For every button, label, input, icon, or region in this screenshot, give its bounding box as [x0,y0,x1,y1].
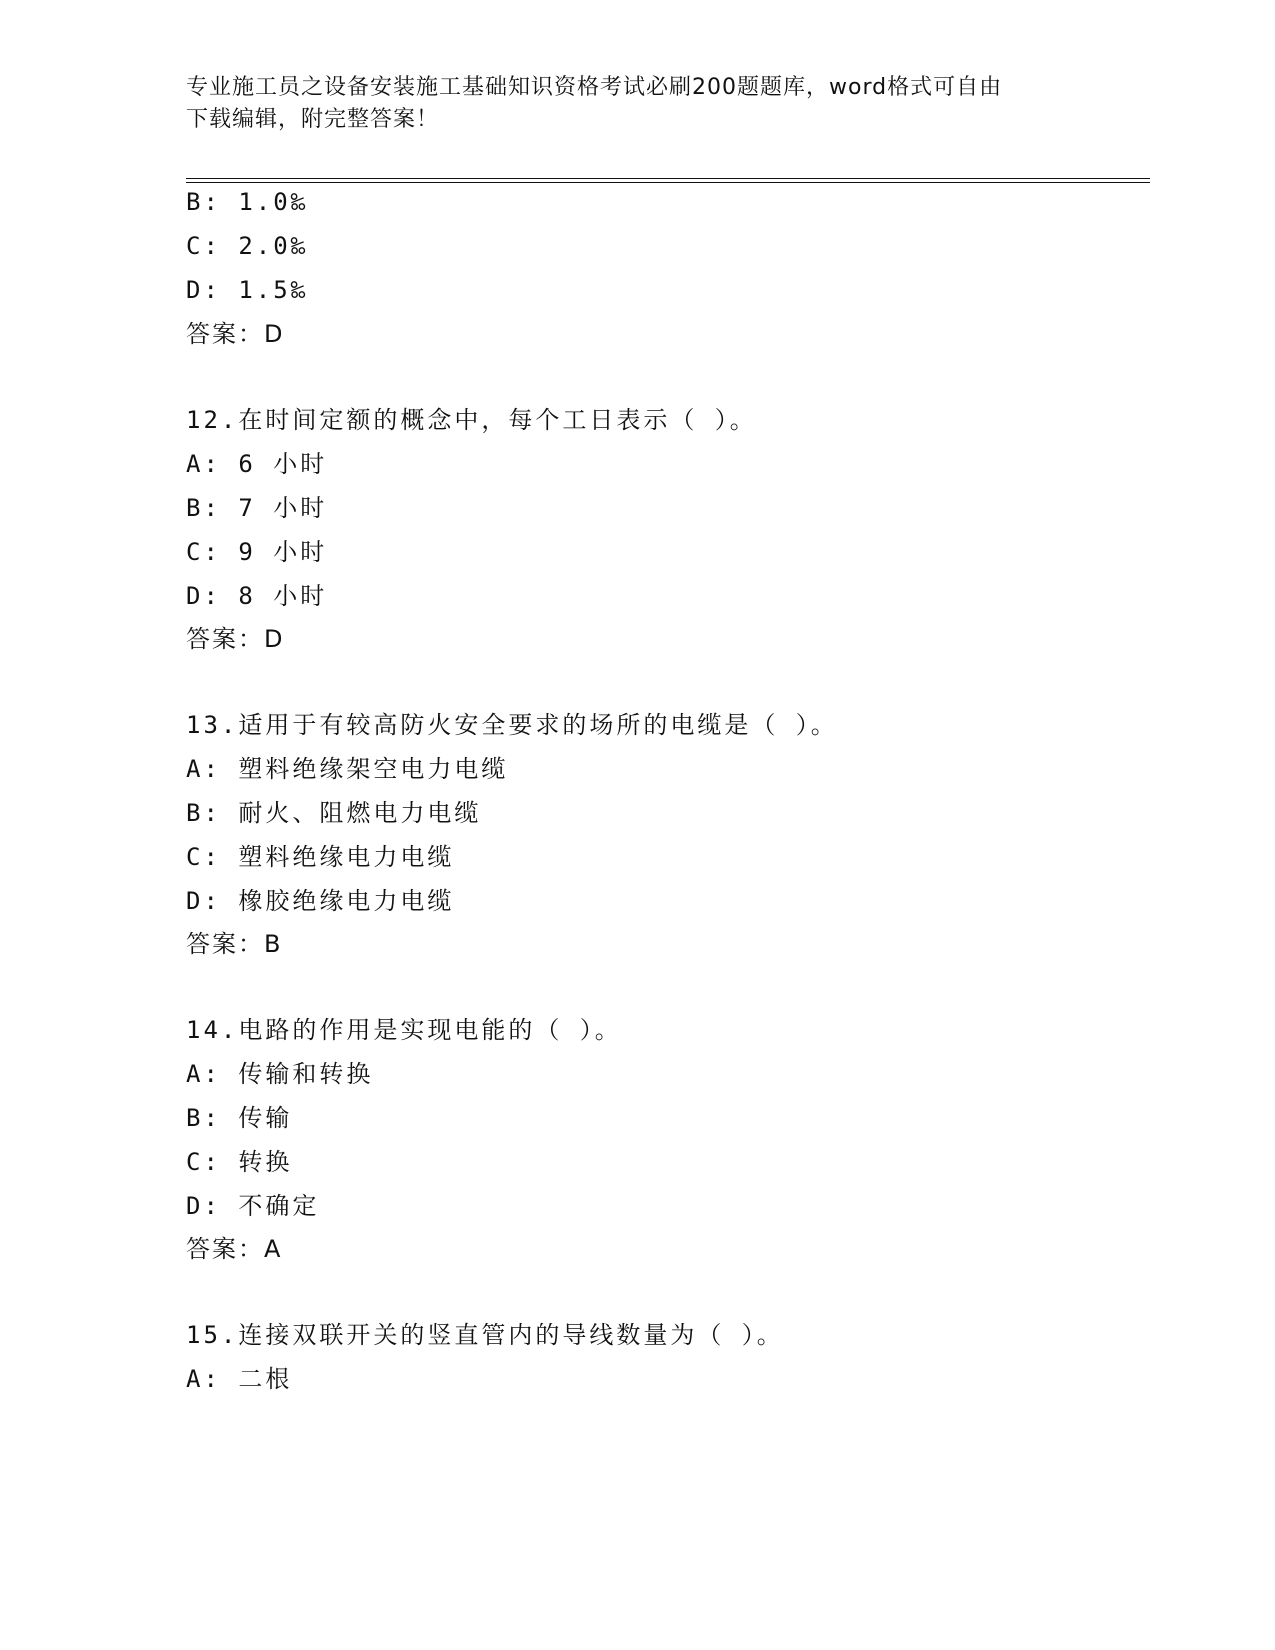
q14-option-c: C: 转换 [186,1148,293,1176]
q13-stem: 13.适用于有较高防火安全要求的场所的电缆是（ ）。 [186,711,838,739]
document-header [186,72,1066,136]
q11-option-b: B: 1.0‰ [186,188,309,216]
q14-option-d: D: 不确定 [186,1192,320,1220]
q13-option-b: B: 耐火、阻燃电力电缆 [186,799,482,827]
header-rule-bottom [186,182,1150,183]
q11-option-c: C: 2.0‰ [186,232,309,260]
q12-option-b: B: 7 小时 [186,494,328,522]
q12-option-a: A: 6 小时 [186,450,328,478]
q12-answer: 答案：D [186,625,285,653]
q13-answer: 答案：B [186,930,283,958]
q15-option-a: A: 二根 [186,1365,293,1393]
q11-answer: 答案：D [186,320,285,348]
q14-stem: 14.电路的作用是实现电能的（ ）。 [186,1016,622,1044]
header-line-2: 下载编辑，附完整答案！ [186,107,440,132]
q12-option-d: D: 8 小时 [186,582,328,610]
q14-option-b: B: 传输 [186,1104,293,1132]
q14-answer: 答案：A [186,1235,283,1263]
q14-option-a: A: 传输和转换 [186,1060,374,1088]
q13-option-c: C: 塑料绝缘电力电缆 [186,843,455,871]
q15-stem: 15.连接双联开关的竖直管内的导线数量为（ ）。 [186,1321,784,1349]
q12-stem: 12.在时间定额的概念中，每个工日表示（ ）。 [186,406,757,434]
q13-option-a: A: 塑料绝缘架空电力电缆 [186,755,509,783]
header-line-1: 专业施工员之设备安装施工基础知识资格考试必刷200题题库，word格式可自由 [186,75,1003,100]
q12-option-c: C: 9 小时 [186,538,328,566]
header-rule-top [186,178,1150,179]
q13-option-d: D: 橡胶绝缘电力电缆 [186,887,455,915]
q11-option-d: D: 1.5‰ [186,276,309,304]
